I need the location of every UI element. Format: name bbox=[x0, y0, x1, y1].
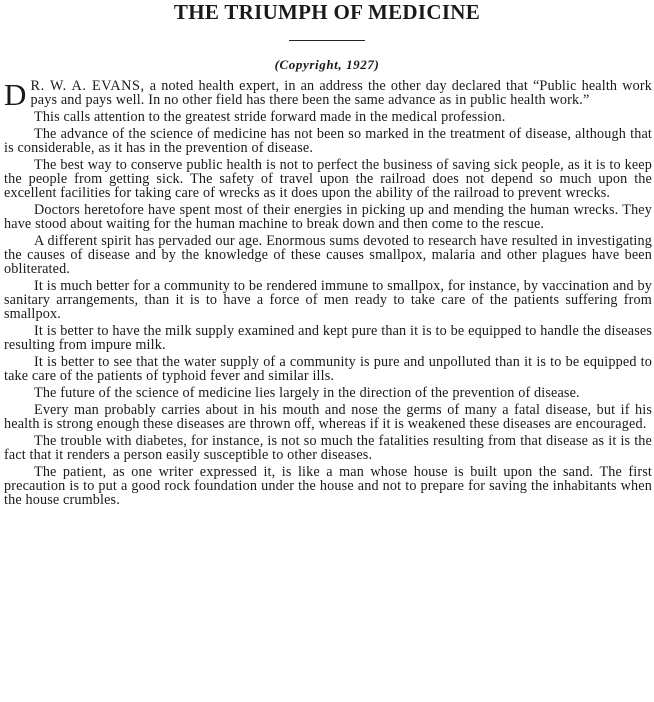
article-body bbox=[4, 77, 652, 511]
headline-divider bbox=[289, 40, 365, 41]
drop-cap: D bbox=[4, 77, 27, 112]
paragraph: The future of the science of medicine lies largely in the direction of the prevention of disease. bbox=[34, 384, 580, 401]
paragraph: Every man probably carries about in his mouth and nose the germs of many a fatal disease, but if his health is strong enough these diseases are thrown off, whereas if it is weakened these diseases are encouraged. bbox=[4, 401, 652, 432]
lead-text: a noted health expert, in an address the other day declared that “Public health work pays and pays well. In no other field has there been the same advance as in public health work.” bbox=[30, 78, 652, 108]
copyright-line: (Copyright, 1927) bbox=[274, 57, 380, 72]
paragraph: This calls attention to the greatest stride forward made in the medical profession. bbox=[34, 109, 506, 125]
paragraph: A different spirit has pervaded our age. Enormous sums devoted to research have resulted in investigating the causes of disease and by the knowledge of these causes smallpox, malaria and other plagues have been obliterated. bbox=[4, 233, 652, 277]
paragraph: The patient, as one writer expressed it, is like a man whose house is built upon the sand. The first precaution is to put a good rock foundation under the house and not to prepare for saving the inhabitants when the house crumbles. bbox=[4, 463, 652, 508]
paragraph: It is much better for a community to be rendered immune to smallpox, for instance, by vaccination and by sanitary arrangements, than it is to have a force of men ready to take care of the patients suffering from smallpox. bbox=[4, 277, 652, 322]
article-headline: THE TRIUMPH OF MEDICINE bbox=[173, 0, 481, 24]
lead-first-words: R. W. A. EVANS, bbox=[30, 78, 145, 94]
paragraph: The best way to conserve public health is not to perfect the business of saving sick people, as it is to keep the people from getting sick. The safety of travel upon the railroad does not depend so much upon the excellent facilities for taking care of wrecks as it does upon the ability of the railroad to prevent wrecks. bbox=[4, 157, 652, 201]
paragraph: It is better to see that the water supply of a community is pure and unpolluted than it is to be equipped to take care of the patients of typhoid fever and similar ills. bbox=[4, 353, 652, 384]
paragraph: Doctors heretofore have spent most of their energies in picking up and mending the human wrecks. They have stood about waiting for the human machine to break down and then come to the rescue. bbox=[4, 202, 652, 232]
paragraph: The advance of the science of medicine has not been so marked in the treatment of disease, although that is considerable, as it has in the prevention of disease. bbox=[4, 126, 652, 156]
lead-paragraph bbox=[4, 77, 652, 112]
paragraph: It is better to have the milk supply examined and kept pure than it is to be equipped to handle the diseases resulting from impure milk. bbox=[4, 322, 652, 353]
paragraph: The trouble with diabetes, for instance, is not so much the fatalities resulting from that disease as it is the fact that it renders a person easily susceptible to other diseases. bbox=[4, 432, 652, 463]
